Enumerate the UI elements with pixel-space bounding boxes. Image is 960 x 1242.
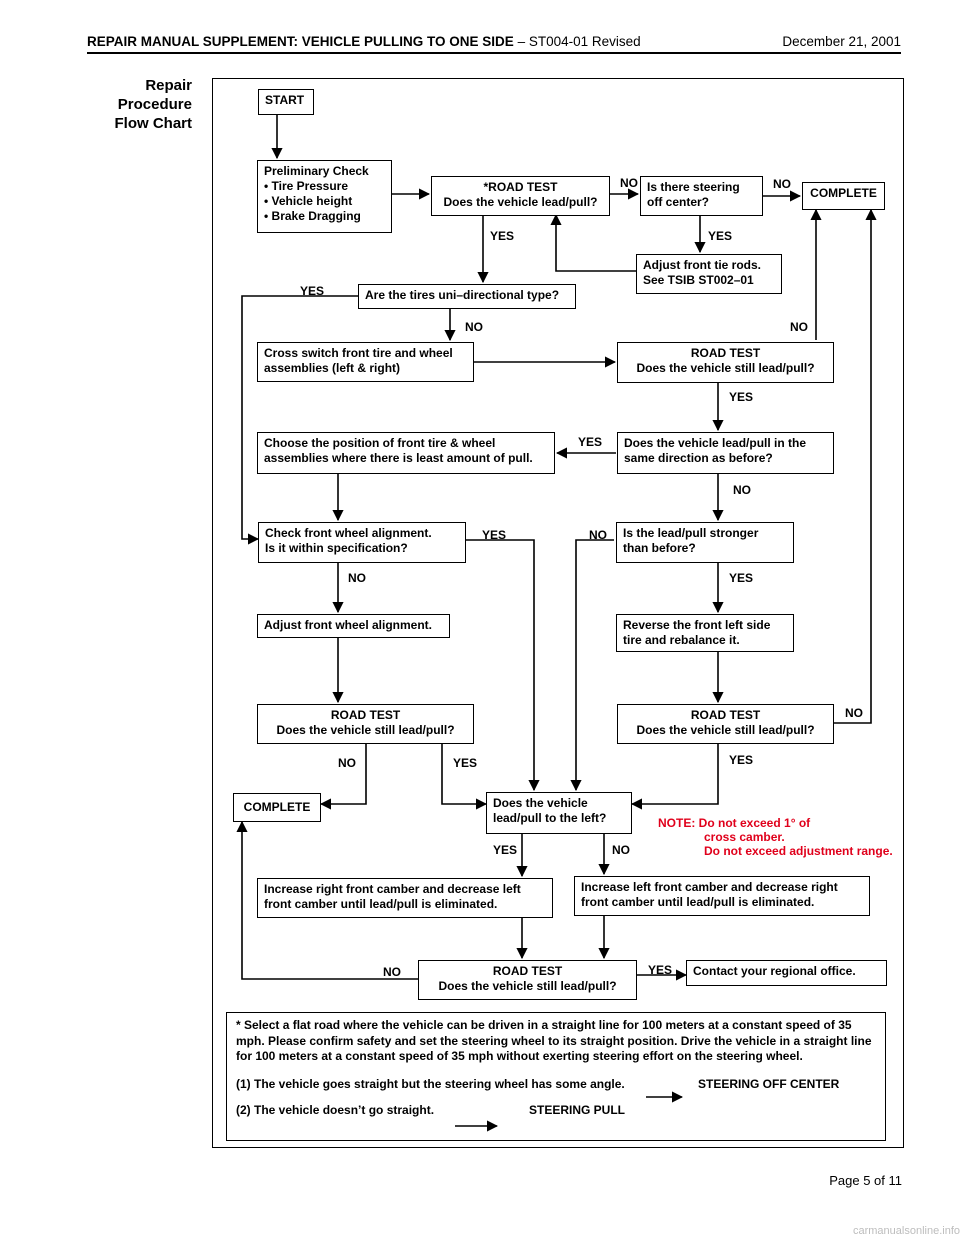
label-yes: YES — [493, 843, 518, 857]
label-no: NO — [733, 483, 751, 497]
label-no: NO — [348, 571, 366, 585]
footnote-case-1: (1) The vehicle goes straight but the steering wheel has some angle. STEERING OFF CENTER — [236, 1076, 840, 1091]
complete-box-bottom: COMPLETE — [233, 793, 321, 822]
choose-position-box: Choose the position of front tire & wheel assemblies where there is least amount of pull. — [257, 432, 555, 474]
document-title: REPAIR MANUAL SUPPLEMENT: VEHICLE PULLING TO ONE SIDE – ST004-01 Revised — [87, 34, 641, 49]
revision-text: – ST004-01 Revised — [517, 34, 641, 49]
label-no: NO — [845, 706, 863, 720]
complete-box-top: COMPLETE — [802, 182, 885, 210]
road-test-2-box: ROAD TEST Does the vehicle still lead/pull? — [617, 342, 834, 383]
label-yes: YES — [708, 229, 733, 243]
increase-right-camber-box: Increase right front camber and decrease left front camber until lead/pull is eliminated. — [257, 878, 553, 918]
label-yes: YES — [482, 528, 507, 542]
steering-off-center-box: Is there steering off center? — [640, 176, 763, 216]
footnote-text: * Select a flat road where the vehicle can be driven in a straight line for 100 meters at a constant speed of 35 mph. Please confirm safety and set the steering wheel to its straight position. Drive the vehicle in a straight line for 100 meters at a constant speed of 35 mph without exerting steering effort on the steering wheel. — [236, 1018, 872, 1063]
label-no: NO — [620, 176, 638, 190]
label-yes: YES — [490, 229, 515, 243]
label-no: NO — [773, 177, 791, 191]
road-test-4-box: ROAD TEST Does the vehicle still lead/pull? — [617, 704, 834, 744]
label-yes: YES — [300, 284, 325, 298]
camber-note: NOTE: Do not exceed 1° of cross camber. Do not exceed adjustment range. — [658, 816, 893, 858]
steering-pull-result: STEERING PULL — [529, 1102, 626, 1117]
stronger-than-before-box: Is the lead/pull stronger than before? — [616, 522, 794, 563]
road-test-3-box: ROAD TEST Does the vehicle still lead/pull? — [257, 704, 474, 744]
label-no: NO — [383, 965, 401, 979]
road-test-1-box: *ROAD TEST Does the vehicle lead/pull? — [431, 176, 610, 216]
footnote-case-2: (2) The vehicle doesn’t go straight. STEERING PULL — [236, 1102, 626, 1117]
label-no: NO — [612, 843, 630, 857]
page-number: Page 5 of 11 — [829, 1173, 902, 1188]
section-label: Repair Procedure Flow Chart — [114, 77, 192, 132]
lead-pull-left-box: Does the vehicle lead/pull to the left? — [486, 792, 632, 834]
same-direction-box: Does the vehicle lead/pull in the same direction as before? — [617, 432, 834, 474]
label-yes: YES — [729, 390, 754, 404]
label-no: NO — [589, 528, 607, 542]
label-yes: YES — [453, 756, 478, 770]
increase-left-camber-box: Increase left front camber and decrease right front camber until lead/pull is eliminated. — [574, 876, 870, 916]
label-yes: YES — [648, 963, 673, 977]
adjust-tie-rods-box: Adjust front tie rods. See TSIB ST002–01 — [636, 254, 782, 294]
contact-office-box: Contact your regional office. — [686, 960, 887, 986]
label-no: NO — [338, 756, 356, 770]
label-no: NO — [790, 320, 808, 334]
steering-off-center-result: STEERING OFF CENTER — [698, 1076, 840, 1091]
label-yes: YES — [729, 753, 754, 767]
label-yes: YES — [729, 571, 754, 585]
road-test-footnote — [226, 1012, 886, 1141]
road-test-5-box: ROAD TEST Does the vehicle still lead/pull? — [418, 960, 637, 1000]
check-alignment-box: Check front wheel alignment. Is it within specification? — [258, 522, 466, 563]
reverse-tire-box: Reverse the front left side tire and rebalance it. — [616, 614, 794, 652]
label-yes: YES — [578, 435, 603, 449]
label-no: NO — [465, 320, 483, 334]
document-date: December 21, 2001 — [782, 34, 901, 49]
uni-directional-box: Are the tires uni–directional type? — [358, 284, 576, 309]
adjust-alignment-box: Adjust front wheel alignment. — [257, 614, 450, 638]
start-box: START — [258, 89, 314, 115]
cross-switch-box: Cross switch front tire and wheel assemblies (left & right) — [257, 342, 474, 382]
preliminary-check-box: Preliminary Check • Tire Pressure • Vehicle height • Brake Dragging — [257, 160, 392, 233]
watermark: carmanualsonline.info — [852, 1225, 960, 1237]
